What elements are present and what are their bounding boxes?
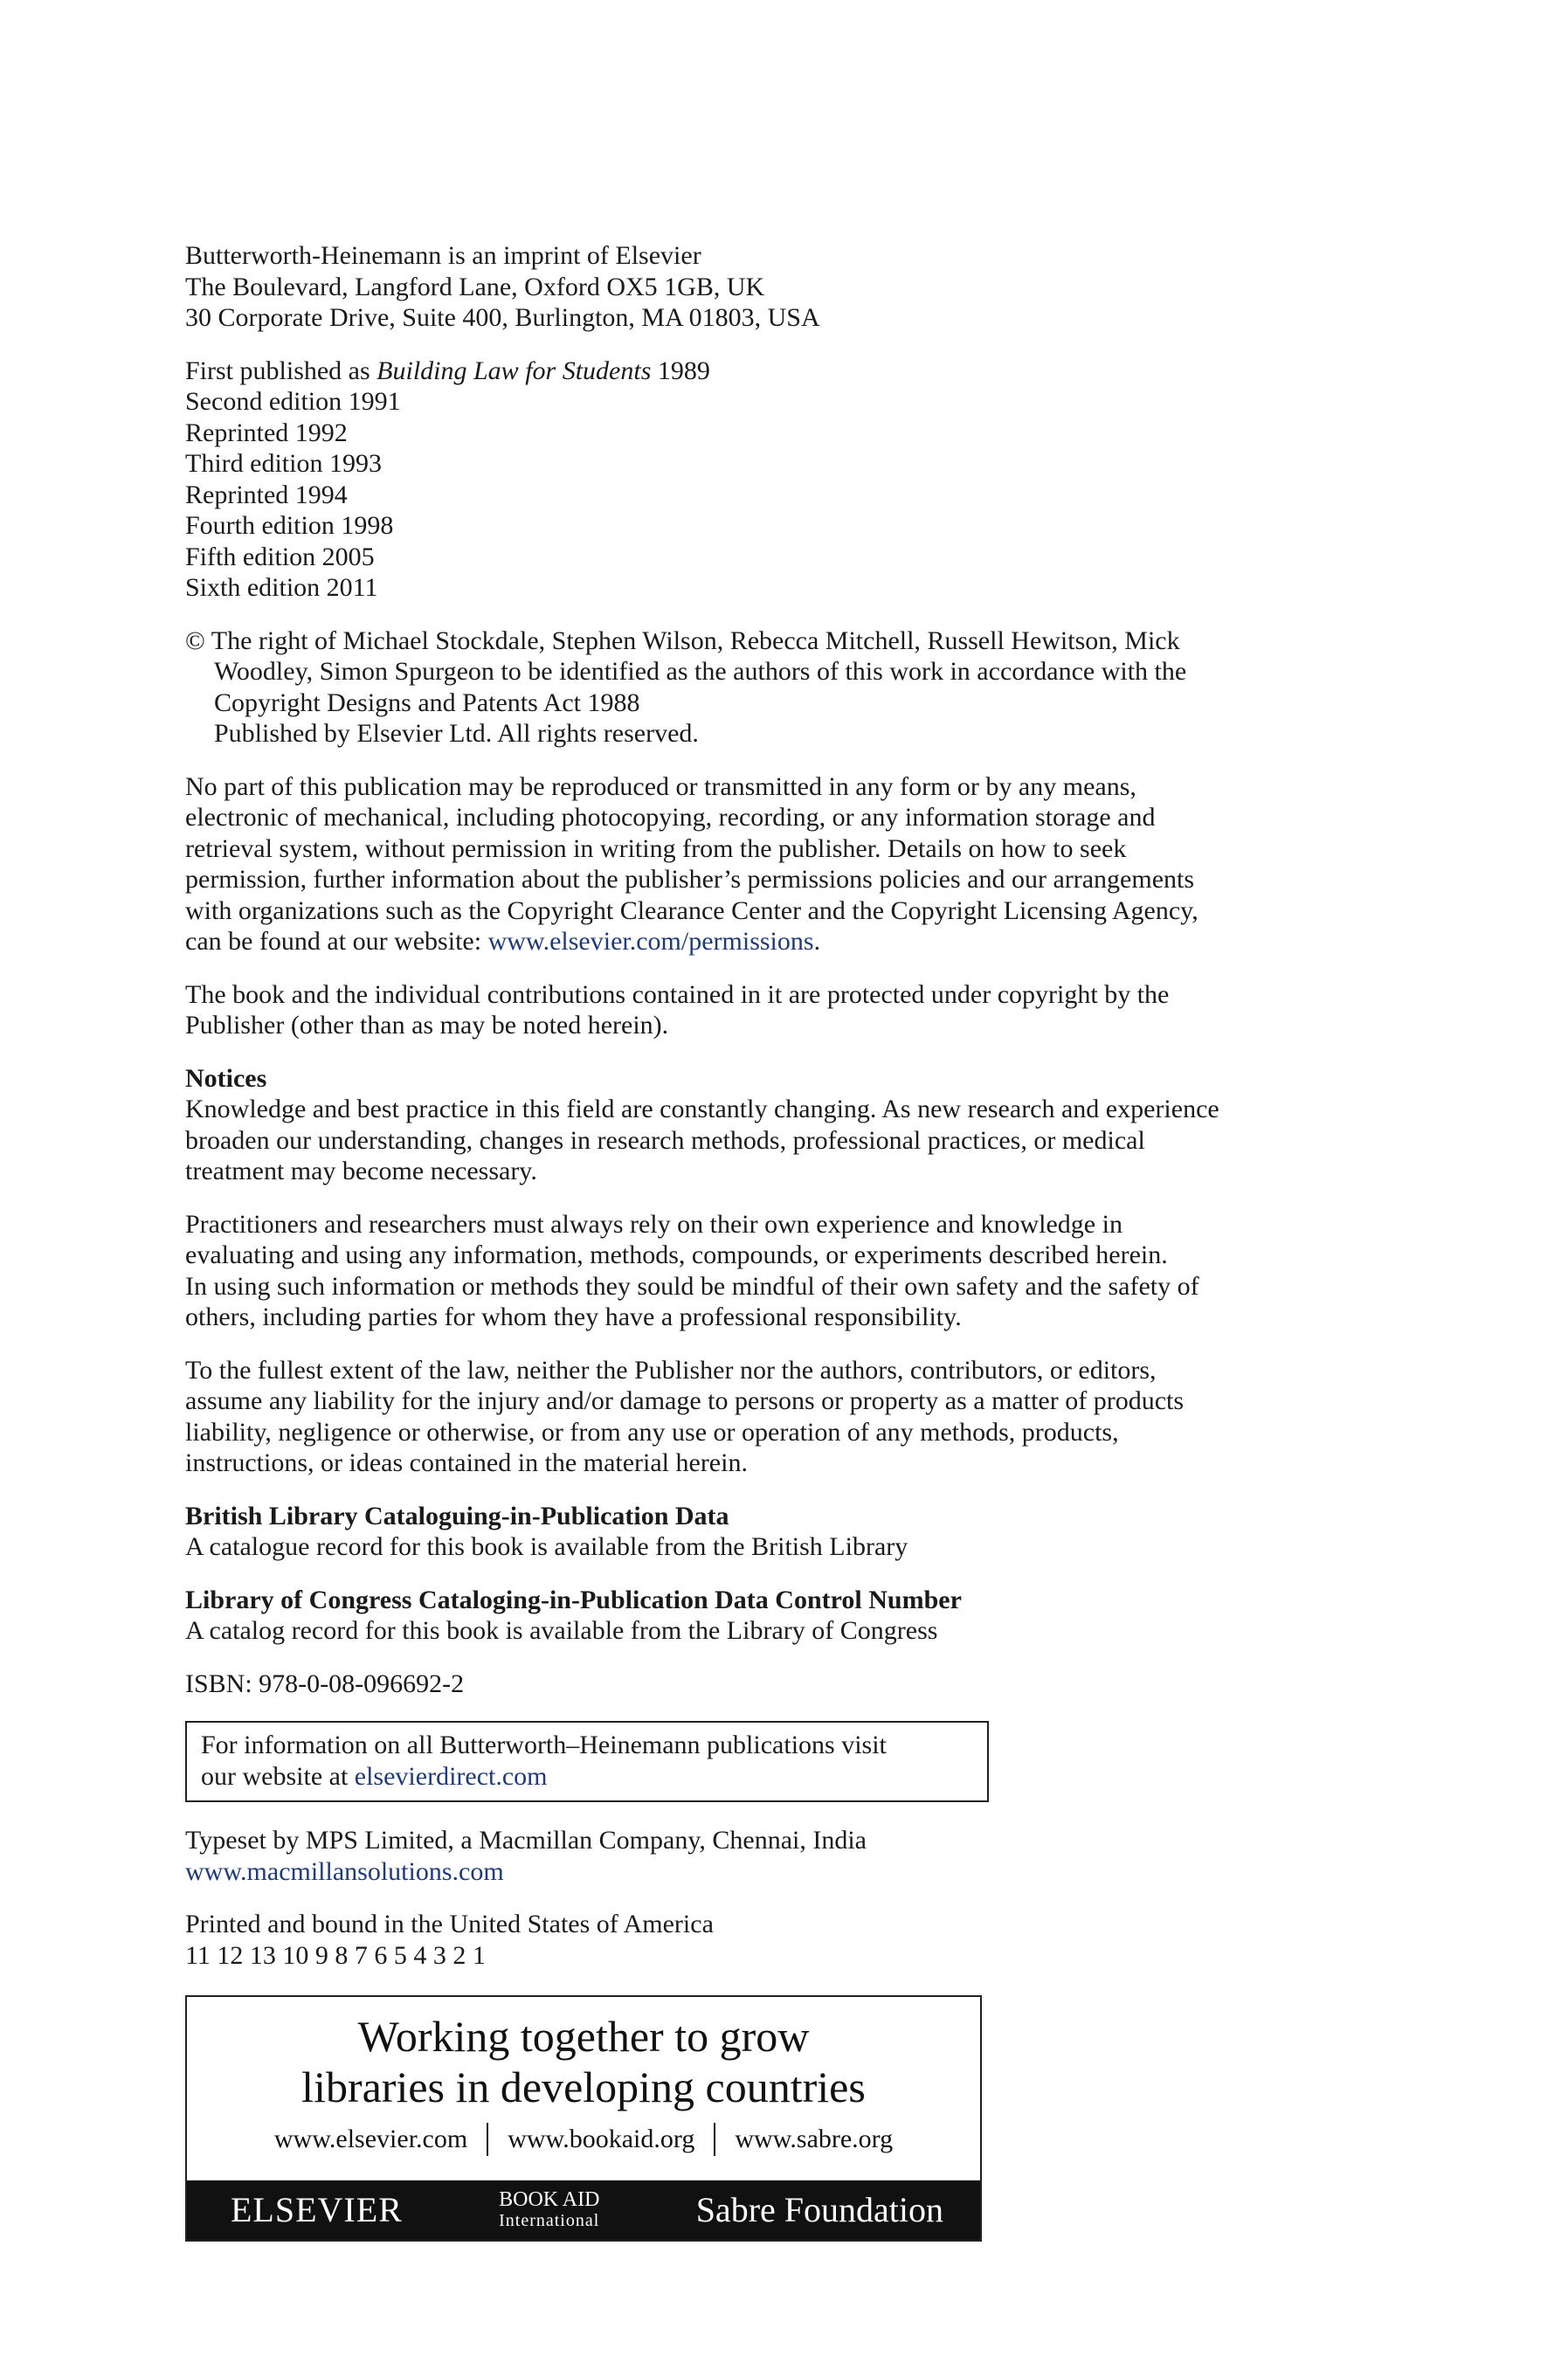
rights-line: Copyright Designs and Patents Act 1988 bbox=[214, 687, 640, 717]
imprint-line: Butterworth-Heinemann is an imprint of Elsevier bbox=[185, 241, 701, 270]
isbn-block bbox=[185, 1669, 1391, 1700]
imprint-line: The Boulevard, Langford Lane, Oxford OX5 1GB, UK bbox=[185, 272, 765, 301]
book-aid-logo-sub: International bbox=[499, 2211, 600, 2230]
bl-cip-text: A catalogue record for this book is available from the British Library bbox=[185, 1532, 908, 1561]
banner-divider bbox=[714, 2123, 715, 2156]
first-published-year: 1989 bbox=[651, 356, 710, 385]
banner-urls bbox=[187, 2123, 980, 2156]
info-box-line: For information on all Butterworth–Heinemann publications visit bbox=[201, 1731, 887, 1759]
permissions-line: electronic of mechanical, including photocopying, recording, or any information storage and bbox=[185, 803, 1156, 832]
notices-line: instructions, or ideas contained in the material herein. bbox=[185, 1448, 748, 1477]
sabre-foundation-logo: Sabre Foundation bbox=[695, 2190, 943, 2230]
imprint-block bbox=[185, 240, 1391, 334]
notices-line: liability, negligence or otherwise, or from any use or operation of any methods, products, bbox=[185, 1417, 1119, 1447]
first-published-line bbox=[185, 356, 1391, 387]
macmillan-link[interactable]: www.macmillansolutions.com bbox=[185, 1856, 504, 1886]
permissions-link[interactable]: www.elsevier.com/permissions bbox=[487, 927, 814, 956]
notices-line: In using such information or methods they sould be mindful of their own safety and the safety of bbox=[185, 1271, 1199, 1301]
isbn: ISBN: 978-0-08-096692-2 bbox=[185, 1669, 465, 1698]
permissions-line: with organizations such as the Copyright Clearance Center and the Copyright Licensing Agency, bbox=[185, 895, 1198, 925]
permissions-line: retrieval system, without permission in writing from the publisher. Details on how to seek bbox=[185, 833, 1127, 863]
rights-statement bbox=[185, 625, 1391, 750]
rights-line: © The right of Michael Stockdale, Stephen Wilson, Rebecca Mitchell, Russell Hewitson, Mick bbox=[185, 625, 1180, 655]
notices-line: broaden our understanding, changes in research methods, professional practices, or medical bbox=[185, 1125, 1145, 1155]
elsevierdirect-link[interactable]: elsevierdirect.com bbox=[354, 1761, 548, 1791]
banner-url-bookaid[interactable]: www.bookaid.org bbox=[508, 2125, 695, 2154]
british-library-cip bbox=[185, 1501, 1391, 1563]
original-title: Building Law for Students bbox=[376, 356, 652, 385]
notices-line: Knowledge and best practice in this field are constantly changing. As new research and experience bbox=[185, 1095, 1219, 1123]
printed-block bbox=[185, 1909, 1391, 1971]
loc-cip-text: A catalog record for this book is available from the Library of Congress bbox=[185, 1616, 938, 1645]
rights-line: Published by Elsevier Ltd. All rights reserved. bbox=[214, 719, 699, 748]
notices-paragraph-3 bbox=[185, 1355, 1391, 1479]
bl-cip-heading: British Library Cataloguing-in-Publication Data bbox=[185, 1501, 729, 1530]
notices-line: treatment may become necessary. bbox=[185, 1157, 537, 1185]
banner-url-elsevier[interactable]: www.elsevier.com bbox=[273, 2125, 468, 2154]
banner-divider bbox=[487, 2123, 488, 2156]
copyright-page bbox=[185, 240, 1391, 2242]
first-published-prefix: First published as bbox=[185, 356, 377, 385]
permissions-line: permission, further information about the publisher’s permissions policies and our arrangements bbox=[185, 865, 1195, 894]
notices-line: others, including parties for whom they have a professional responsibility. bbox=[185, 1302, 962, 1331]
edition-line: Third edition 1993 bbox=[185, 449, 382, 478]
banner-url-sabre[interactable]: www.sabre.org bbox=[735, 2125, 894, 2154]
edition-line: Fourth edition 1998 bbox=[185, 511, 394, 540]
permissions-last-line bbox=[185, 926, 1391, 957]
banner-slogan-line: libraries in developing countries bbox=[301, 2062, 866, 2111]
permissions-prefix: can be found at our website: bbox=[185, 927, 488, 956]
printed-text: Printed and bound in the United States of America bbox=[185, 1910, 714, 1938]
book-aid-banner bbox=[185, 1995, 982, 2242]
typeset-block bbox=[185, 1825, 1391, 1887]
notices-line: To the fullest extent of the law, neither the Publisher nor the authors, contributors, or editors, bbox=[185, 1355, 1157, 1385]
notices-line: evaluating and using any information, methods, compounds, or experiments described herein. bbox=[185, 1240, 1168, 1269]
loc-cip-heading: Library of Congress Cataloging-in-Publication Data Control Number bbox=[185, 1585, 962, 1614]
permissions-paragraph bbox=[185, 771, 1391, 957]
protection-line: The book and the individual contributions contained in it are protected under copyright by the bbox=[185, 979, 1170, 1009]
imprint-line: 30 Corporate Drive, Suite 400, Burlington, MA 01803, USA bbox=[185, 303, 820, 332]
notices-line: Practitioners and researchers must always rely on their own experience and knowledge in bbox=[185, 1209, 1122, 1239]
notices-section bbox=[185, 1063, 1391, 1187]
edition-line: Sixth edition 2011 bbox=[185, 573, 378, 602]
notices-heading: Notices bbox=[185, 1063, 267, 1093]
notices-line: assume any liability for the injury and/or damage to persons or property as a matter of products bbox=[185, 1386, 1185, 1415]
edition-line: Second edition 1991 bbox=[185, 387, 401, 416]
edition-line: Fifth edition 2005 bbox=[185, 542, 375, 571]
banner-slogan-line: Working together to grow bbox=[357, 2012, 810, 2061]
edition-line: Reprinted 1994 bbox=[185, 480, 348, 509]
print-line-numbers: 11 12 13 10 9 8 7 6 5 4 3 2 1 bbox=[185, 1940, 486, 1970]
protection-line: Publisher (other than as may be noted herein). bbox=[185, 1011, 669, 1040]
banner-top bbox=[187, 1997, 980, 2180]
info-box-line bbox=[201, 1761, 973, 1793]
book-aid-logo bbox=[499, 2189, 599, 2231]
notices-paragraph-2 bbox=[185, 1209, 1391, 1333]
protection-paragraph bbox=[185, 979, 1391, 1041]
typeset-text: Typeset by MPS Limited, a Macmillan Company, Chennai, India bbox=[185, 1826, 867, 1855]
permissions-line: No part of this publication may be reproduced or transmitted in any form or by any means, bbox=[185, 771, 1136, 801]
permissions-suffix: . bbox=[813, 927, 821, 956]
book-aid-logo-main: BOOK AID bbox=[499, 2188, 600, 2211]
banner-slogan bbox=[187, 1997, 980, 2112]
elsevier-logo: ELSEVIER bbox=[231, 2190, 403, 2230]
banner-logo-bar bbox=[187, 2180, 980, 2240]
library-of-congress-cip bbox=[185, 1585, 1391, 1647]
info-box bbox=[185, 1721, 989, 1802]
publication-history bbox=[185, 356, 1391, 604]
info-box-prefix: our website at bbox=[201, 1761, 355, 1791]
rights-line: Woodley, Simon Spurgeon to be identified as the authors of this work in accordance with the bbox=[214, 657, 1187, 686]
edition-line: Reprinted 1992 bbox=[185, 418, 348, 447]
